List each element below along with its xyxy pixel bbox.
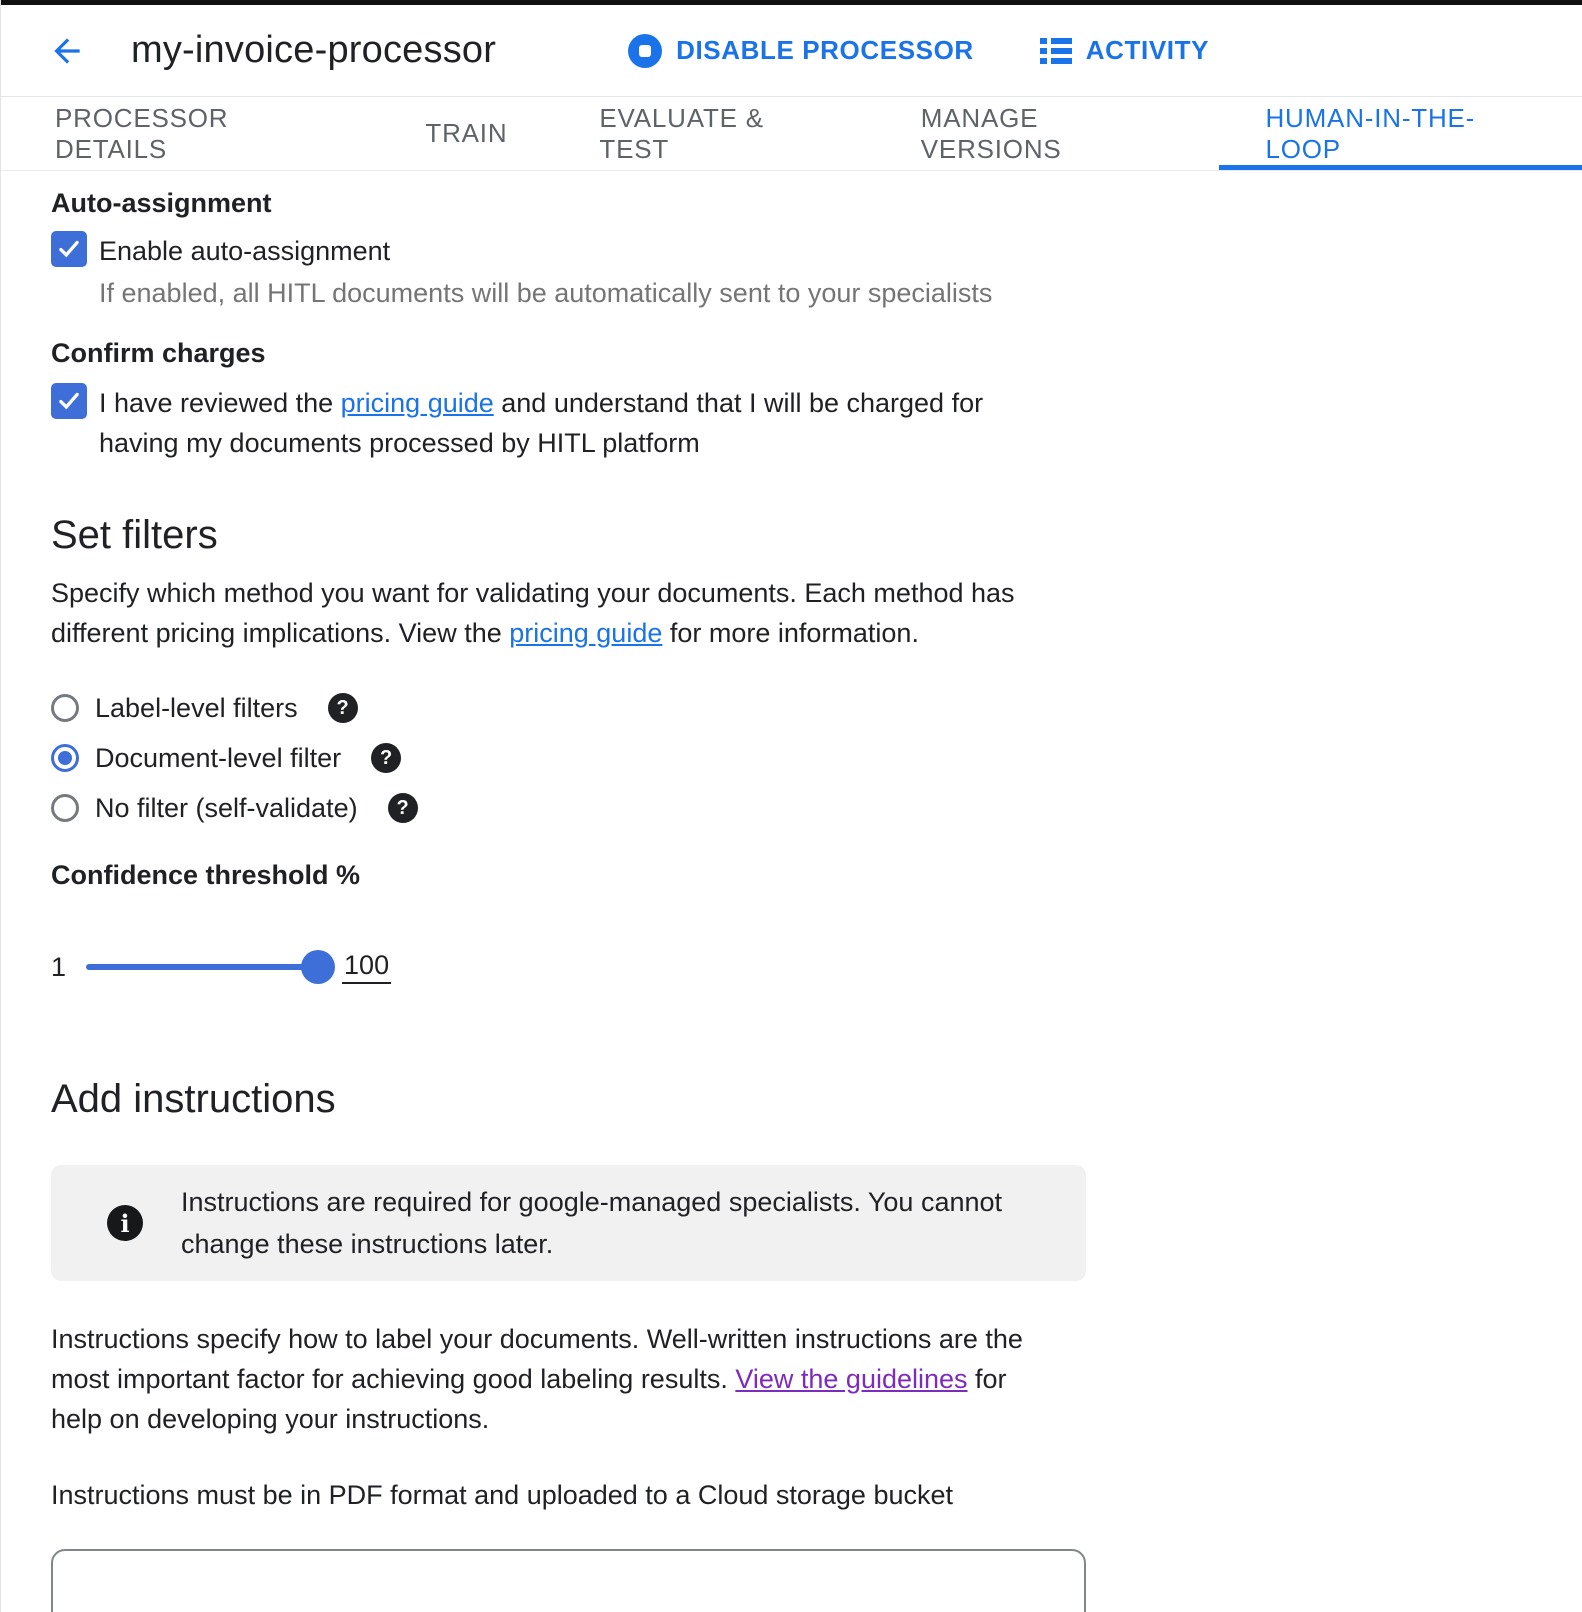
- activity-button[interactable]: [1040, 35, 1209, 66]
- back-button[interactable]: [45, 29, 89, 73]
- label-level-filters-label: Label-level filters: [95, 692, 298, 723]
- pricing-guide-link[interactable]: pricing guide: [340, 388, 494, 418]
- tab-bar: [1, 97, 1582, 171]
- radio-row-document-level[interactable]: [51, 733, 1086, 783]
- info-banner-text: Instructions are required for google-managed specialists. You cannot change these instructions later.: [181, 1187, 1003, 1259]
- label-level-filters-radio[interactable]: [51, 694, 79, 722]
- instructions-text-1: Instructions specify how to label your documents. Well-written instructions are the most important factor for achieving good labeling results.: [51, 1324, 1023, 1394]
- slider-min-label: 1: [51, 951, 67, 982]
- set-filters-heading: Set filters: [51, 513, 218, 557]
- confirm-charges-heading: Confirm charges: [51, 338, 266, 368]
- enable-auto-assignment-label: Enable auto-assignment: [99, 236, 391, 266]
- confidence-threshold-heading: Confidence threshold %: [51, 860, 361, 890]
- tab-train[interactable]: TRAIN: [425, 118, 508, 148]
- set-filters-desc-text-2: for more information.: [662, 618, 919, 648]
- main-content: [1, 171, 1136, 1612]
- tab-evaluate-test[interactable]: EVALUATE & TEST: [599, 102, 764, 164]
- instructions-description: [51, 1319, 1063, 1439]
- activity-label: ACTIVITY: [1085, 35, 1210, 65]
- checkmark-icon: [56, 236, 82, 262]
- document-level-filter-radio[interactable]: [51, 744, 79, 772]
- confirm-charges-text-2: and understand that I will be charged for having my documents processed by HITL platform: [99, 388, 984, 458]
- instructions-text-2: for help on developing your instructions.: [51, 1364, 1007, 1434]
- disable-processor-button[interactable]: [628, 34, 974, 68]
- pdf-format-note: Instructions must be in PDF format and uploaded to a Cloud storage bucket: [51, 1480, 953, 1510]
- tab-human-in-the-loop[interactable]: HUMAN-IN-THE-LOOP: [1219, 97, 1582, 170]
- question-circle-icon[interactable]: [328, 693, 358, 723]
- slider-value[interactable]: 100: [342, 950, 391, 984]
- question-circle-icon[interactable]: [388, 793, 418, 823]
- tab-processor-details[interactable]: PROCESSOR DETAILS: [55, 102, 229, 164]
- disable-processor-label: DISABLE PROCESSOR: [676, 35, 974, 65]
- confirm-charges-checkbox[interactable]: [51, 383, 87, 419]
- slider-thumb[interactable]: [301, 950, 335, 984]
- arrow-left-icon: [48, 32, 86, 70]
- confirm-charges-row: [51, 383, 1086, 463]
- auto-assignment-helper-text: If enabled, all HITL documents will be automatically sent to your specialists: [99, 278, 993, 308]
- page-title: my-invoice-processor: [131, 29, 497, 71]
- pricing-guide-link-2[interactable]: pricing guide: [509, 618, 663, 648]
- enable-auto-assignment-checkbox[interactable]: [51, 231, 87, 267]
- header: [1, 5, 1582, 97]
- view-guidelines-link[interactable]: View the guidelines: [735, 1364, 968, 1394]
- add-instructions-heading: Add instructions: [51, 1077, 336, 1121]
- no-filter-radio[interactable]: [51, 794, 79, 822]
- info-banner: [51, 1165, 1086, 1281]
- confirm-charges-label: [99, 383, 1064, 463]
- slider-track[interactable]: [86, 964, 318, 970]
- radio-row-label-level[interactable]: [51, 683, 1086, 733]
- set-filters-desc-text-1: Specify which method you want for validating your documents. Each method has different pricing implications. View the: [51, 578, 1015, 648]
- radio-row-no-filter[interactable]: [51, 783, 1086, 833]
- no-filter-label: No filter (self-validate): [95, 792, 358, 823]
- checkmark-icon: [56, 388, 82, 414]
- stop-circle-icon: [628, 34, 662, 68]
- enable-auto-assignment-row: [51, 231, 1086, 271]
- info-circle-icon: [107, 1205, 143, 1241]
- instructions-gcs-path-input[interactable]: [51, 1549, 1086, 1612]
- auto-assignment-heading: Auto-assignment: [51, 188, 272, 218]
- filter-radio-group: [51, 683, 1086, 833]
- question-circle-icon[interactable]: [371, 743, 401, 773]
- document-level-filter-label: Document-level filter: [95, 742, 342, 773]
- confirm-charges-text-1: I have reviewed the: [99, 388, 341, 418]
- confidence-slider: [51, 947, 1086, 987]
- tab-manage-versions[interactable]: MANAGE VERSIONS: [920, 102, 1062, 164]
- set-filters-description: [51, 573, 1063, 653]
- list-icon: [1040, 37, 1072, 65]
